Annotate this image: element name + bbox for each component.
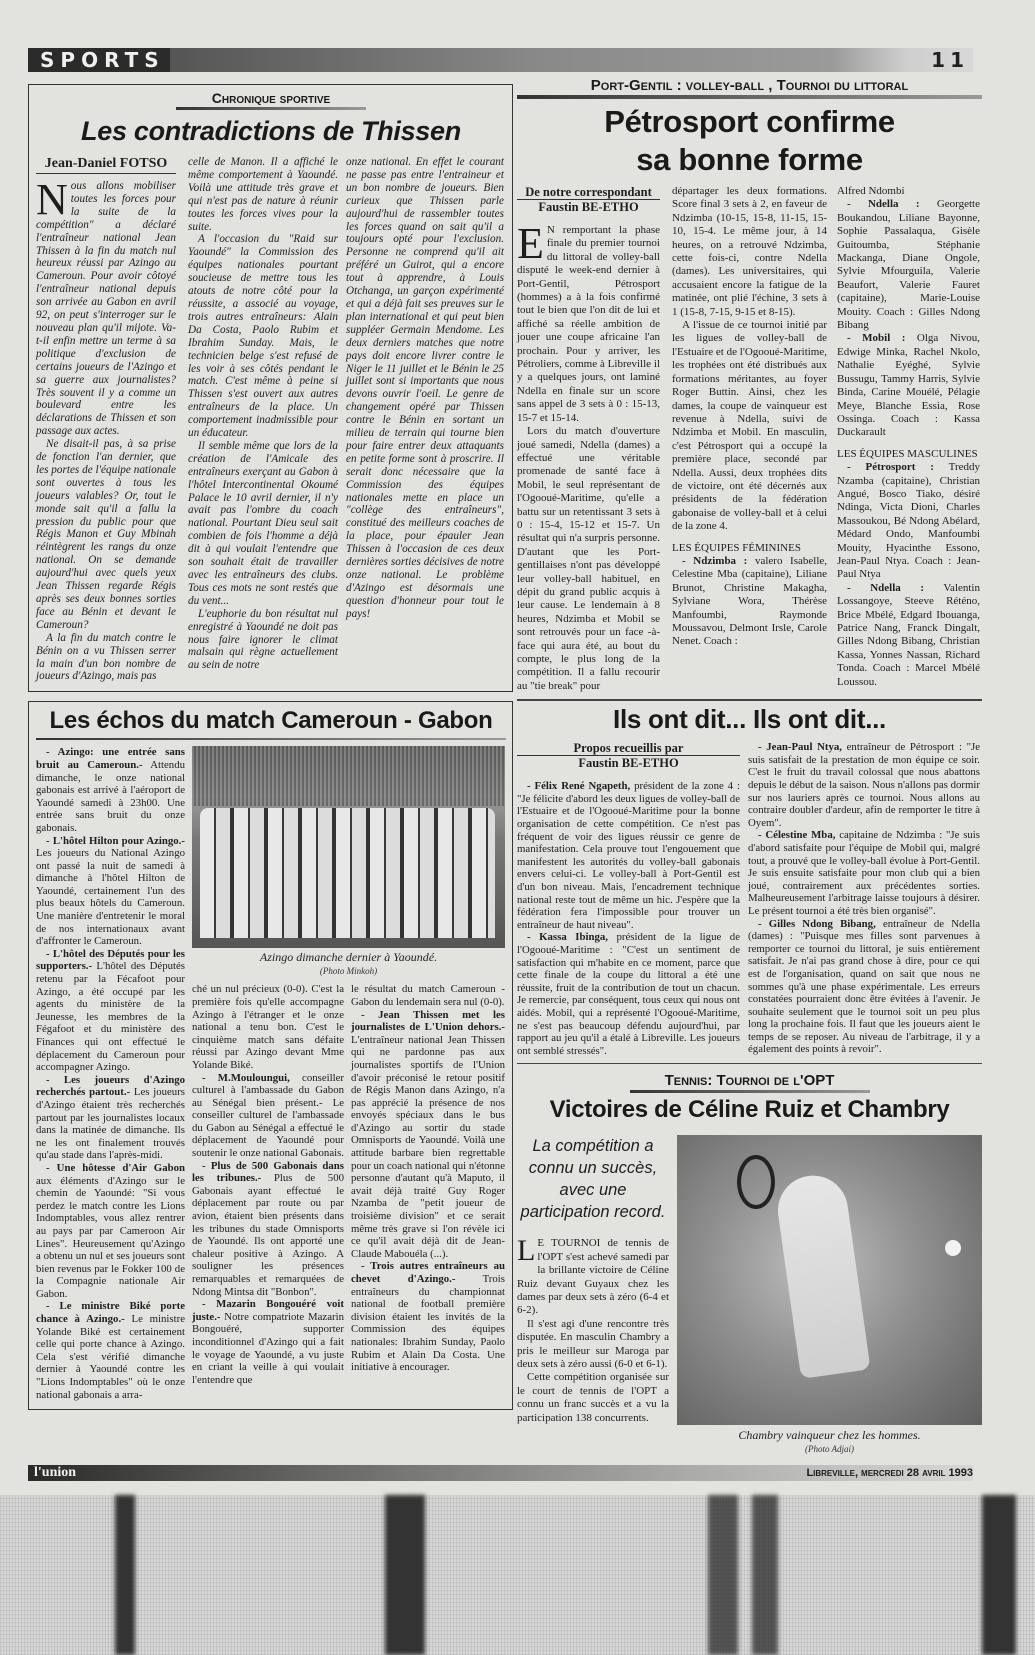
- chronique-title: Les contradictions de Thissen: [81, 116, 461, 146]
- lead-in: - Azingo: une entrée sans bruit au Cameroun.-: [36, 746, 185, 771]
- scan-margin: [0, 1495, 1035, 1655]
- chronique-column-3: [346, 156, 504, 621]
- paragraph: [188, 156, 338, 233]
- lead-in: - L'hôtel Hilton pour Azingo.-: [46, 834, 185, 847]
- tennis-photo-credit: (Photo Adjai): [804, 1444, 855, 1455]
- paragraph-text: Notre compatriote Mazarin Bongouéré, supporter inconditionnel d'Azingo qui a fait le voyage de Yaoundé, a vu juste en criant la veille à qui voulait l'entendre que: [192, 1310, 344, 1386]
- lead-in: - M.Mouloungui,: [202, 1071, 290, 1084]
- paragraph: [192, 1298, 344, 1386]
- paragraph: [837, 461, 980, 582]
- racket: [737, 1155, 775, 1209]
- section-header-bar: [28, 48, 973, 72]
- lead-in: - Célestine Mba,: [758, 829, 836, 842]
- paragraph: [748, 741, 980, 829]
- chronique-byline: Jean-Daniel FOTSO: [36, 156, 176, 174]
- lead-in: - Kassa Ibinga,: [527, 931, 608, 944]
- chronique-column-2: [188, 156, 338, 672]
- drop-cap: N: [36, 175, 68, 224]
- paragraph: A l'issue de ce tournoi initié par les ligues de volley-ball de l'Estuaire et de l'Ogooué-Maritime, les trophées ont été distribués aux formations méritantes, au foyer Roger Buttin. Ainsi, chez les dames, la coupe de vainqueur est revenue à Ndella, suivi de Ndzimba et Mobil. En masculin, c'est Pétrosport qui a occupé la première place, secondé par Ndella. Aussi, deux trophées dits de victoire, ont été décernés aux présidents de la fédération gabonaise de volley-ball et à celui de la zone 4.: [672, 319, 827, 533]
- paragraph-text: E TOURNOI de tennis de l'OPT s'est achevé samedi par la brillante victoire de Céline Ruiz devant Guyaux chez les dames par deux sets à zéro (6-4 et 6-2).: [517, 1237, 669, 1317]
- tennis-pull-quote: La compétition a connu un succès, avec une participation record.: [520, 1137, 666, 1222]
- chronique-kicker-rule: [176, 107, 366, 110]
- paragraph: [837, 448, 980, 461]
- left-column: [28, 77, 513, 1410]
- paragraph-text: capitaine de Ndzimba : "Je suis d'abord satisfaite pour l'équipe de Mobil qui, malgré tout, a prouvé que le volley-ball évolue à Port-Gentil. Je suis ensuite satisfaite pour mon club qui a bien joué, contrairement aux précédentes sorties. Malheureusement l'arbitrage laisse toujours à désirer. Le présent tournoi a été très bien organisé".: [748, 829, 980, 917]
- paragraph: [672, 185, 827, 319]
- lead-in: - Ndzimba :: [682, 554, 748, 567]
- paragraph: A la fin du match contre le Bénin on a vu Thissen serrer la main d'un bon nombre de joueurs d'Azingo, mais pas: [36, 631, 176, 683]
- page-number: 11: [931, 48, 969, 72]
- tennis-photo: [677, 1135, 982, 1425]
- paragraph: Cette compétition organisée sur le court de tennis de l'OPT a connu un franc succès et a vu la participation 138 concurrents.: [517, 1371, 669, 1424]
- paragraph: [837, 185, 980, 198]
- lead-in: - L'hôtel des Députés pour les supporters.-: [36, 947, 185, 973]
- right-column: [517, 77, 982, 1455]
- echos-column-1: [36, 746, 185, 1401]
- volley-title-line-2: sa bonne forme: [636, 142, 863, 177]
- paragraph: [36, 1300, 185, 1401]
- paragraph-text: ous allons mobiliser toutes les forces pour la suite de la compétition" a déclaré l'entraîneur national Jean Thissen à la fin du match nul heureux réussi par Azingo au Cameroun. Pour avoir côtoyé l'entraîneur national depuis son arrivée au Gabon en avril 92, on peut s'interroger sur le nouveau plan qu'il mijote. Va-t-il enfin mettre un terme à sa politique d'exclusion de certains joueurs de l'Azingo et sa guerre aux journalistes? Très souvent il y a comme un boulevard entre les déclarations de Thissen et son passage aux actes.: [36, 180, 176, 438]
- lead-in: - Ndella :: [847, 198, 920, 211]
- section-name: SPORTS: [28, 48, 170, 72]
- lead-in: - Félix René Ngapeth,: [527, 780, 631, 793]
- lead-in: - Mazarin Bongouéré voit juste.-: [192, 1298, 344, 1323]
- paragraph-text: départager les deux formations. Score final 3 sets à 2, en faveur de Ndzimba (10-15, 15-8, 11-15, 15-10, 15-4. Le même jour, à 14 heures, on a retrouvé Ndzimba, cette fois-ci, contre Ndella (dames). Les universitaires, qui accusaient encore la fatigue de la matinée, ont plié l'échine, 3 sets à 1 (15-8, 7-15, 9-15 et 8-15).: [672, 185, 827, 318]
- echos-article: [28, 701, 513, 1410]
- paragraph: [36, 948, 185, 1074]
- volley-kicker-rule: [517, 95, 982, 99]
- paragraph-text: L'hôtel des Députés retenu par la Fécafoot pour Azingo, a été occupé par les agents du ministère de la Jeunesse, les membres de la Fégafoot et du ministère des Finances qui ont effectué le déplacement du Cameroun pour accompagner Azingo.: [36, 960, 185, 1074]
- team-photo-credit: (Photo Minkoh): [319, 966, 378, 977]
- chronique-column-1: [36, 156, 176, 683]
- paragraph: [36, 746, 185, 834]
- paragraph-text: L'entraîneur national Jean Thissen qui ne pardonne pas aux journalistes sportifs de l'Union d'avoir préconisé le retour positif de Régis Manon dans Azingo, n'a pas apprécié la présence de nos envoyés spéciaux dans le bus d'Azingo au sortir du stade Omnisports de Yaoundé. Voilà une attitude barbare bien regrettable pour un coach national qui n'étonne personne d'autant qu'à Maputo, il avait déjà traité Guy Roger Nzamba de "petit joueur de troisième division" et ce serait même très grave si l'on révèle ici ce qu'il avait déjà dit de Jean-Claude Mabouéla (...).: [351, 1033, 505, 1260]
- paragraph: [748, 829, 980, 917]
- team-photo-caption: Azingo dimanche dernier à Yaoundé.: [259, 950, 438, 965]
- paragraph: [837, 198, 980, 332]
- paragraph-text: Olga Nivou, Edwige Minka, Rachel Nkolo, Nathalie Eyéghé, Sylvie Bussugu, Tammy Harris, Sylvie Binda, Carine Mouélé, Pélagie Meye, Blanche Essia, Rose Ossinga. Coach : Kassa Duckarault: [837, 332, 980, 439]
- paragraph-text: le résultat du match Cameroun - Gabon du lendemain sera nul (0-0).: [351, 983, 505, 1008]
- tennis-title: Victoires de Céline Ruiz et Chambry: [549, 1096, 950, 1124]
- lead-in: - Plus de 500 Gabonais dans les tribunes.-: [192, 1159, 344, 1185]
- player-figure: [773, 1171, 870, 1379]
- paragraph: [837, 332, 980, 439]
- echos-column-2: [192, 983, 344, 1386]
- volley-article: [517, 77, 982, 693]
- volley-columns: [517, 185, 982, 693]
- tennis-article: [517, 1072, 982, 1455]
- stadium-crowd: [192, 746, 505, 806]
- paragraph: A l'occasion du "Raid sur Yaoundé" la Commission des équipes nationales pourtant soucieuse de mettre tous les atouts de notre côté pour la réussite, a associé au voyage, trois autres entraîneurs: Alain Da Costa, Paolo Rubim et Ibrahim Sunday. Mais, le technicien belge s'est refusé de les voir à ses côtés pendant le match. C'est même à peine si Thissen s'est ouvert aux autres entraîneurs de la place. Un comportement inadmissible pour un éducateur.: [188, 233, 338, 440]
- paragraph: Lors du match d'ouverture joué samedi, Ndella (dames) a effectué une véritable promenade de santé face à Mobil, le seul représentant de l'Ogooué-Maritime, qu'elle a battu sur un retentissant 3 sets à 0 : 15-4, 15-12 et 15-7. Un résultat qui n'a surpris personne. D'autant que les Port-gentillaises n'ont pas développé leur volley-ball habituel, en dépit du grand public acquis à leur cause. Le lendemain à 8 heures, Ndzimba et Mobil se sont retrouvés pour un face -à- face qui aura été, au bout du compte, le plus long de la compétition. Il a fallu recourir au "tie break" pour: [517, 425, 660, 692]
- paragraph-text: LES ÉQUIPES FÉMININES: [672, 541, 801, 554]
- paragraph-text: ché un nul précieux (0-0). C'est la première fois qu'elle accompagne Azingo à l'étranger et le onze national a tenu bon. C'est le cinquième match sans défaite réussi par Azingo devant Mme Yolande Biké.: [192, 983, 344, 1071]
- tennis-kicker: Tennis: Tournoi de l'OPT: [664, 1072, 835, 1090]
- paragraph-text: Les joueurs d'Azingo étaient très recherchés partout par les journalistes locaux dans la matinée de dimanche. Ils ne les ont finalement trouvés qu'au stade dans l'après-midi.: [36, 1086, 185, 1162]
- scan-band: [982, 1495, 1016, 1655]
- tennis-ball: [945, 1240, 961, 1256]
- paragraph-text: N remportant la phase finale du premier tournoi du littoral de volley-ball disputé le week-end dernier à Port-Gentil, Pétrosport (hommes) a à la fois confirmé tout le bien que l'on dit de lui et affiché sa réelle ambition de jouer une coupe africaine l'an prochain. Pour y arriver, les Pétroliers, comme à Libreville il y a quelques jours, ont laminé Ndella en finale sur un score sans appel de 3 sets à 0 : 15-13, 15-7 et 15-14.: [517, 224, 660, 424]
- echos-title-rule: [36, 738, 506, 740]
- paragraph: [517, 780, 740, 931]
- lead-in: - Ndella :: [847, 581, 924, 594]
- lead-in: - Une hôtesse d'Air Gabon: [46, 1161, 185, 1174]
- paragraph: [837, 582, 980, 689]
- divider: [517, 1063, 982, 1064]
- lead-in: - Trois autres entraîneurs au chevet d'Azingo.-: [351, 1260, 505, 1285]
- lead-in: - Les joueurs d'Azingo recherchés partout.-: [36, 1073, 185, 1099]
- paragraph: [192, 1160, 344, 1299]
- echos-right-block: [192, 746, 505, 1386]
- footer-bar: [28, 1465, 973, 1481]
- team-photo: [192, 746, 505, 948]
- echos-title: Les échos du match Cameroun - Gabon: [49, 707, 493, 735]
- paragraph: [192, 983, 344, 1071]
- paragraph: [36, 175, 176, 438]
- lead-in: - Jean-Paul Ntya,: [758, 741, 842, 754]
- paragraph: [517, 1234, 669, 1317]
- paragraph-text: Valentin Lossangoye, Steeve Réténo, Brice Mbélé, Edgard Ibouanga, Patrice Nang, Franck Dingalt, Gilles Ndong Bibang, Christian Kassa, Yonnes Nassan, Richard Tonda. Coach : Marcel Mbélé Loussou.: [837, 581, 980, 688]
- paragraph: [36, 1162, 185, 1301]
- paragraph-text: entraîneur de Pétrosport : "Je suis satisfait de la prestation de mon équipe ce soir. C'est le fruit du travail colossal que nous abattons depuis le début de la saison. Nous n'allons pas dormir sur nos lauriers après ce tournoi. Nous allons au contraire doubler d'ardeur, afin de remporter le titre à Oyem".: [748, 741, 980, 829]
- ils-ont-dit-column-2: [748, 741, 980, 1056]
- paragraph-text: Le ministre Yolande Biké est certainement celle qui porte chance à Azingo. Cela s'est vérifié dimanche dernier à Yaoundé contre les "Lions Indomptables" où le onze national gabonais a arra-: [36, 1313, 185, 1401]
- volley-byline-author: Faustin BE-ETHO: [538, 200, 639, 214]
- scan-band: [385, 1495, 425, 1655]
- volley-title: [517, 103, 982, 179]
- ils-ont-dit-title: Ils ont dit... Ils ont dit...: [613, 704, 886, 735]
- volley-column-1: [517, 185, 660, 693]
- paragraph-text: président de la ligue de l'Ogooué-Maritime : "C'est un sentiment de satisfaction qui m'habite en ce moment, parce que cette finale de la coupe du littoral a été une réussite, fruit de la contribution de tout un chacun. Je remercie, par conséquent, tous ceux qui nous ont aidés. Mobil, qui a représenté l'Ogooué-Maritime, ne s'est pas beaucoup défendu aujourd'hui, par rapport au jeu qu'il a étalé à Libreville. Les joueurs ont semblé stressés".: [517, 931, 740, 1057]
- tennis-body: [517, 1135, 982, 1455]
- drop-cap: E: [517, 219, 544, 268]
- paragraph: [748, 918, 980, 1057]
- volley-kicker: Port-Gentil : volley-ball , Tournoi du littoral: [590, 77, 909, 94]
- scan-band: [115, 1495, 135, 1655]
- tennis-kicker-rule: [630, 1090, 870, 1093]
- paragraph: [36, 835, 185, 948]
- echos-column-3: [351, 983, 505, 1373]
- paragraph-text: Trois entraîneurs du championnat national de football première division étaient les invités de la Commission des équipes nationales: Ibrahim Sunday, Paolo Rubim et Alain Da Costa. Une initiative à encourager.: [351, 1273, 505, 1374]
- dateline: Libreville, mercredi 28 avril 1993: [806, 1467, 973, 1480]
- paragraph-text: Treddy Nzamba (capitaine), Christian Angué, Bosco Tiako, désiré Ndinga, Victa Dioni, Charles Massoukou, Bé Ndong Abélard, Médard Ondo, Manfoumbi Mouity, Hyacinthe Essono, Jean-Paul Ntya. Coach : Jean-Paul Ntya: [837, 461, 980, 581]
- paragraph: L'euphorie du bon résultat nul enregistré à Yaoundé ne doit pas nous faire ignorer le climat malsain qui règne actuellement au sein de notre: [188, 607, 338, 672]
- ils-ont-dit-article: [517, 703, 982, 1057]
- paragraph: [192, 1072, 344, 1160]
- drop-cap: L: [517, 1234, 536, 1268]
- paragraph-text: LES ÉQUIPES MASCULINES: [837, 447, 978, 460]
- players-row: [200, 808, 495, 938]
- volley-column-2: [672, 185, 827, 649]
- volley-title-line-1: Pétrosport confirme: [604, 104, 895, 139]
- echos-lower-columns: [192, 983, 505, 1386]
- ils-ont-dit-byline-label: Propos recueillis par: [517, 741, 740, 756]
- paragraph-text: Plus de 500 Gabonais ayant effectué le déplacement par route ou par avion, étaient bien présents dans les tribunes du stade Omnisports de Yaoundé. Ils ont apporté une chaleur positive à Azingo. A souligner les présences remarquables et remarquées de Ndong Mintsa dit "Bonbon".: [192, 1172, 344, 1298]
- ils-ont-dit-columns: [517, 741, 982, 1057]
- paragraph-text: valero Isabelle, Celestine Mba (capitaine), Liliane Brunot, Christine Makagha, Sylviane Wora, Thérèse Manfoumbi, Raymonde Moussavou, Delmont Irsle, Carole Nenet. Coach :: [672, 554, 828, 648]
- paragraph-text: onze national. En effet le courant ne passe pas entre l'entraineur et un bon nombre de joueurs. Bien curieux que Thissen parle aujourd'hui de rassembler toutes les forces quand on sait qu'il a toujours opté pour l'exclusion. Personne ne comprend qu'il ait préféré un Guirot, qui a encore tout à apprendre, à Louis Otchanga, un garçon expérimenté et qui a déjà fait ses preuves sur le plan international et qui peut bien suppléer Germain Mendome. Les deux derniers matches que notre pays doit encore livrer contre le Niger le 11 juillet et le Bénin le 25 juillet sont si importants que nous devons ouvrir l'oeil. Le genre de changement opéré par Thissen contre le Bénin en sortant un milieu de terrain qui tourne bien pour faire entrer deux attaquants en petite forme sont à proscrire. Il serait donc nécessaire que la Commission des équipes nationales mette en place un "collège des entraîneurs", constitué des meilleurs coaches de la place, pour épauler Jean Thissen à l'occasion de ces deux dernières sorties décisives de notre onze national. Le problème d'Azingo est désormais une question d'honneur pour tout le pays!: [346, 156, 504, 620]
- lead-in: - Jean Thissen met les journalistes de L'Union dehors.-: [351, 1008, 505, 1034]
- paragraph: [672, 555, 827, 649]
- paragraph: [351, 1260, 505, 1373]
- scan-band: [708, 1495, 738, 1655]
- chronique-kicker: Chronique sportive: [211, 90, 331, 106]
- paragraph: [351, 1009, 505, 1261]
- paragraph-text: celle de Manon. Il a affiché le même comportement à Yaoundé. Voilà une attitude très grave et qui n'est pas de nature à réunir toutes les forces vives pour la suite.: [188, 156, 338, 233]
- lead-in: - Gilles Ndong Bibang,: [758, 917, 876, 930]
- paragraph: Il s'est agi d'une rencontre très disputée. En masculin Chambry a pris le meilleur sur Maroga par deux sets à zéro aussi (6-0 et 6-1).: [517, 1317, 669, 1370]
- paragraph-text: Attendu dimanche, le onze national gabonais est arrivé à l'aéroport de Yaoundé samedi à 23h00. Une entrée sans bruit du onze gabonais.: [36, 758, 186, 834]
- paragraph: [517, 931, 740, 1057]
- tennis-photo-block: [677, 1135, 982, 1455]
- paragraph: [672, 542, 827, 555]
- paragraph-text: aux éléments d'Azingo sur le chemin de Yaoundé: "Si vous perdez le match contre les Lions Indomptables, vous allez rentrer au pays par par Cameroon Air Lines". Heureusement qu'Azingo a obtenu un nul et ses joueurs sont bien revenus par le Fokker 100 de la Compagnie nationale Air Gabon.: [36, 1174, 185, 1300]
- paragraph: [36, 1074, 185, 1162]
- newspaper-brand: l'union: [34, 1465, 77, 1481]
- ils-ont-dit-byline-author: Faustin BE-ETHO: [578, 756, 679, 771]
- paragraph: Ne disait-il pas, à sa prise de fonction l'an dernier, que les portes de l'équipe nationale sont ouvertes à tous les joueurs valables? Or, tout le monde sait qu'il a fallu la pression du public pour que Régis Manon et Guy Mbinah réintègrent les rangs du onze national. On se demande aujourd'hui avec quels yeux Jean Thissen regarde Régis après ses deux bonnes sorties face au Bénin et devant le Cameroun?: [36, 438, 176, 631]
- paragraph-text: président de la zone 4 : "Je félicite d'abord les deux ligues de volley-ball de l'Estuaire et de l'Ogooué-Maritime pour la bonne organisation de cette compétition. Ce n'est pas fréquent de voir des ligues réussir ce genre de manifestation. Cela prouve tout l'engouement que manifestent les autorités du volley-ball gabonais envers celui-ci. Le volley-ball à Port-Gentil est d'un bon niveau. Mais, l'encadrement technique national reste tout de même un hic. J'espère que la fédération fera l'impossible pour trouver un entraîneur de haut niveau".: [517, 780, 740, 931]
- paragraph-text: Les joueurs du National Azingo ont passé la nuit de samedi à dimanche à l'hôtel Hilton de Yaoundé, certainement l'un des plus beaux hôtels du Cameroun. Une manière d'entretenir le moral de nos internationaux avant d'affronter le Cameroun.: [36, 847, 185, 948]
- tennis-photo-caption: Chambry vainqueur chez les hommes.: [738, 1428, 921, 1443]
- paragraph: [351, 983, 505, 1008]
- volley-column-3: [837, 185, 980, 689]
- chronique-article: [28, 84, 513, 692]
- paragraph-text: Alfred Ndombi: [837, 185, 905, 197]
- lead-in: - Mobil :: [847, 332, 906, 345]
- paragraph: Il semble même que lors de la création de l'Amicale des entraîneurs exerçant au Gabon à l'hôtel Intercontinental Okoumé Palace le 10 avril dernier, il n'y avait pas l'ombre du coach national. Pourtant Dieu seul sait combien de fois l'homme a déjà dit à qui voulait l'entendre que son souhait était de travailler avec les entraîneurs des clubs. Tous ces mots ne sont restés que du vent...: [188, 439, 338, 607]
- scan-band: [752, 1495, 778, 1655]
- lead-in: - Le ministre Biké porte chance à Azingo.-: [36, 1300, 185, 1326]
- paragraph-text: entraîneur de Ndella (dames) : "Puisque mes filles sont parvenues à remporter ce tournoi du littoral, je suis entièrement satisfait. Je n'ai pas grand chose à dire, pour ce qui est de l'organisation, quand on sait que nous ne sommes qu'à une phase expérimentale. Les erreurs constatées pourraient donc être évitées à l'avenir. Je souhaite seulement que le tournoi soit un peu plus long la prochaine fois. Il faut que les joueurs aient le temps de se reposer. Au niveau de l'arbitrage, il y a également des points à revoir".: [748, 917, 980, 1056]
- chronique-columns: [36, 156, 506, 683]
- paragraph: [517, 219, 660, 425]
- tennis-column: [517, 1234, 669, 1425]
- echos-body: [36, 746, 506, 1401]
- tennis-text-block: [517, 1135, 669, 1425]
- lead-in: - Pétrosport :: [847, 461, 934, 474]
- page-body: [28, 77, 1035, 1455]
- volley-byline-label: De notre correspondant: [517, 185, 660, 200]
- ils-ont-dit-column-1: [517, 741, 740, 1057]
- divider: [517, 699, 982, 701]
- paragraph: [346, 156, 504, 621]
- paragraph-text: conseiller culturel à l'ambassade du Gabon au Sénégal bien présent.- Le conseiller culturel de l'ambassade du Gabon au Sénégal a effectué le déplacement de Yaoundé pour soutenir le onze national Gabonais.: [192, 1071, 345, 1160]
- paragraph-text: Georgette Boukandou, Liliane Bayonne, Sophie Passalaqua, Gisèle Guitoumba, Stéphanie Mackanga, Diane Ongole, Sylvie Mfourguila, Valerie Beaufort, Valerie Fauret (capitaine), Marie-Louise Mouity. Coach : Gilles Ndong Bibang: [837, 198, 980, 332]
